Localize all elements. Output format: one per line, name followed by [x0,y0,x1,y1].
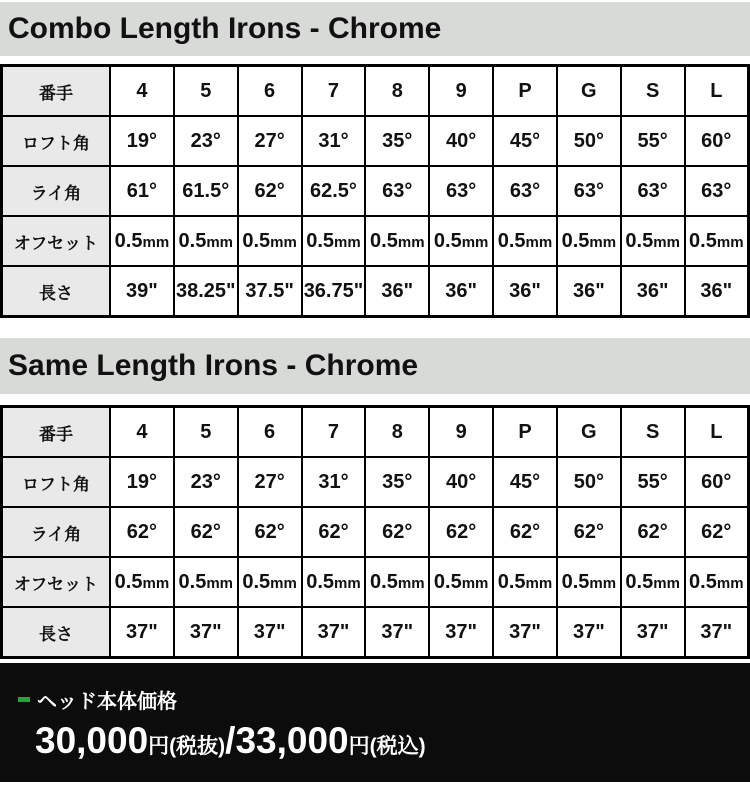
spec-cell: 0.5mm [365,216,429,266]
spec-cell: 37" [429,607,493,658]
spec-cell: 36" [685,266,749,317]
column-header-cell: 5 [174,407,238,458]
spec-cell: 62° [429,507,493,557]
spec-cell: 0.5mm [302,557,366,607]
spec-cell: 0.5mm [302,216,366,266]
spec-cell: 61.5° [174,166,238,216]
spec-cell: 0.5mm [110,557,174,607]
column-header-cell: 6 [238,66,302,117]
table-row [2,557,749,607]
spec-cell: 35° [365,457,429,507]
spec-cell: 23° [174,116,238,166]
spec-cell: 0.5mm [365,557,429,607]
spec-cell: 37" [238,607,302,658]
spec-cell: 62° [685,507,749,557]
spec-cell: 36" [365,266,429,317]
same-spec-table [0,405,750,659]
spec-cell: 27° [238,116,302,166]
column-header-cell: 4 [110,407,174,458]
green-dash-icon [18,697,30,702]
price-footer [0,663,750,782]
spec-cell: 0.5mm [685,557,749,607]
spec-cell: 60° [685,116,749,166]
column-header-cell: S [621,407,685,458]
row-label: 長さ [2,266,111,317]
column-header-cell: 6 [238,407,302,458]
row-label: ロフト角 [2,116,111,166]
row-label: ライ角 [2,507,111,557]
spec-cell: 0.5mm [429,216,493,266]
table-row [2,116,749,166]
price-incl-unit: 円(税込) [348,735,426,758]
spec-cell: 63° [621,166,685,216]
row-label: オフセット [2,557,111,607]
spec-cell: 36" [429,266,493,317]
spec-cell: 50° [557,457,621,507]
spec-cell: 63° [557,166,621,216]
spec-cell: 19° [110,116,174,166]
spec-cell: 0.5mm [493,216,557,266]
price-label: ヘッド本体価格 [37,691,177,713]
spec-cell: 45° [493,457,557,507]
price-incl-value: 33,000 [235,720,349,761]
price-label-row [18,685,750,714]
combo-spec-table [0,64,750,318]
spec-cell: 45° [493,116,557,166]
spec-cell: 0.5mm [557,216,621,266]
spec-cell: 37" [365,607,429,658]
spec-cell: 62° [557,507,621,557]
spec-cell: 38.25" [174,266,238,317]
spec-cell: 62° [238,507,302,557]
spec-cell: 55° [621,116,685,166]
spec-cell: 37" [302,607,366,658]
spec-cell: 63° [493,166,557,216]
column-header-cell: L [685,66,749,117]
table-row [2,166,749,216]
table-row [2,216,749,266]
combo-section-title: Combo Length Irons - Chrome [0,2,750,56]
spec-cell: 0.5mm [110,216,174,266]
spec-cell: 50° [557,116,621,166]
table-row [2,266,749,317]
spec-cell: 63° [685,166,749,216]
row-label: 長さ [2,607,111,658]
spec-cell: 61° [110,166,174,216]
spec-cell: 40° [429,457,493,507]
column-header-cell: L [685,407,749,458]
spec-cell: 60° [685,457,749,507]
spec-cell: 0.5mm [174,216,238,266]
spec-cell: 35° [365,116,429,166]
spec-cell: 63° [365,166,429,216]
spec-cell: 37.5" [238,266,302,317]
spec-cell: 31° [302,116,366,166]
spec-cell: 62° [493,507,557,557]
table-row [2,457,749,507]
column-header-cell: 7 [302,407,366,458]
column-header-cell: 5 [174,66,238,117]
row-label: ロフト角 [2,457,111,507]
spec-cell: 0.5mm [557,557,621,607]
spec-cell: 62° [365,507,429,557]
spec-cell: 37" [110,607,174,658]
row-label: 番手 [2,66,111,117]
spec-cell: 0.5mm [238,216,302,266]
spec-cell: 62° [621,507,685,557]
column-header-cell: 8 [365,407,429,458]
table-row [2,607,749,658]
same-section-title: Same Length Irons - Chrome [0,338,750,394]
spec-cell: 27° [238,457,302,507]
spec-cell: 0.5mm [621,557,685,607]
row-label: ライ角 [2,166,111,216]
spec-cell: 0.5mm [493,557,557,607]
spec-cell: 31° [302,457,366,507]
spec-cell: 37" [557,607,621,658]
spec-cell: 36" [493,266,557,317]
table-row [2,507,749,557]
spec-cell: 37" [493,607,557,658]
spec-cell: 0.5mm [621,216,685,266]
column-header-cell: 9 [429,66,493,117]
spec-cell: 0.5mm [238,557,302,607]
spec-cell: 37" [174,607,238,658]
spec-cell: 62° [238,166,302,216]
column-header-cell: S [621,66,685,117]
spec-cell: 37" [685,607,749,658]
price-separator: / [225,720,236,761]
spec-cell: 0.5mm [429,557,493,607]
spec-cell: 23° [174,457,238,507]
table-header-row [2,66,749,117]
column-header-cell: 9 [429,407,493,458]
spec-cell: 36" [621,266,685,317]
row-label: オフセット [2,216,111,266]
row-label: 番手 [2,407,111,458]
column-header-cell: 7 [302,66,366,117]
column-header-cell: P [493,407,557,458]
price-text [18,720,750,762]
spec-cell: 39" [110,266,174,317]
spec-cell: 62° [110,507,174,557]
spec-cell: 36" [557,266,621,317]
spec-cell: 62° [302,507,366,557]
column-header-cell: P [493,66,557,117]
spec-cell: 0.5mm [685,216,749,266]
table-header-row [2,407,749,458]
price-excl-unit: 円(税抜) [148,735,226,758]
spec-cell: 36.75" [302,266,366,317]
spec-cell: 62° [174,507,238,557]
spec-cell: 0.5mm [174,557,238,607]
spec-cell: 55° [621,457,685,507]
spec-cell: 62.5° [302,166,366,216]
spec-cell: 63° [429,166,493,216]
spec-cell: 37" [621,607,685,658]
column-header-cell: 4 [110,66,174,117]
column-header-cell: 8 [365,66,429,117]
column-header-cell: G [557,66,621,117]
price-excl-value: 30,000 [35,720,149,761]
column-header-cell: G [557,407,621,458]
spec-cell: 40° [429,116,493,166]
spec-cell: 19° [110,457,174,507]
